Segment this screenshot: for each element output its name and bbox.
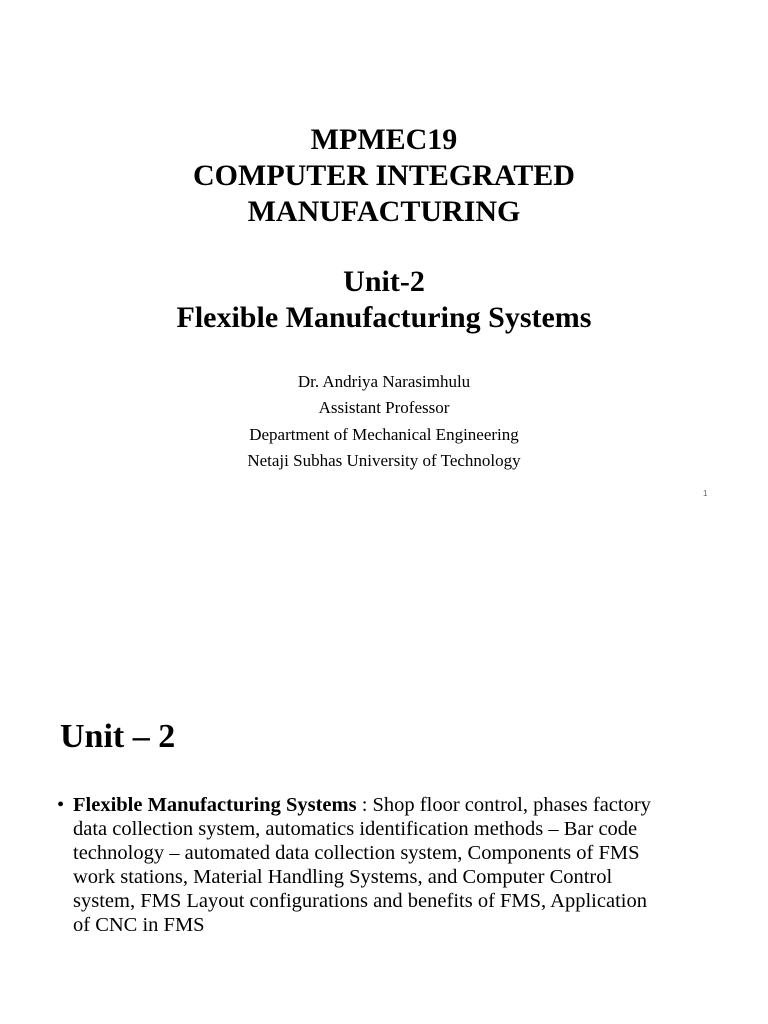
bullet-line: work stations, Material Handling Systems, and Computer Control (73, 866, 613, 888)
slide-heading: Unit – 2 (60, 718, 176, 755)
author-position: Assistant Professor (318, 398, 450, 418)
bullet-line-1-text: : Shop floor control, phases factory (356, 794, 651, 816)
author-info (0, 369, 768, 474)
list-item (57, 793, 727, 937)
bullet-line: of CNC in FMS (73, 914, 205, 936)
unit-title-block (0, 264, 768, 336)
bullet-list (57, 793, 727, 937)
bullet-line-1 (73, 793, 727, 817)
author-institution: Netaji Subhas University of Technology (247, 450, 521, 470)
course-title-line-1: COMPUTER INTEGRATED (193, 159, 575, 192)
bullet-term: Flexible Manufacturing Systems (73, 794, 357, 816)
bullet-line: data collection system, automatics identification methods – Bar code (73, 818, 638, 840)
page-number: 1 (703, 489, 708, 498)
author-name: Dr. Andriya Narasimhulu (297, 372, 471, 391)
syllabus-slide (0, 512, 768, 1024)
unit-title: Flexible Manufacturing Systems (176, 301, 592, 334)
bullet-line: system, FMS Layout configurations and benefits of FMS, Application (73, 890, 647, 912)
bullet-icon: • (57, 794, 65, 816)
bullet-line: technology – automated data collection system, Components of FMS (73, 842, 640, 864)
author-department: Department of Mechanical Engineering (249, 424, 519, 444)
course-title-block (0, 122, 768, 230)
unit-label: Unit-2 (343, 265, 425, 298)
course-code: MPMEC19 (310, 123, 458, 156)
course-title-line-2: MANUFACTURING (247, 195, 521, 228)
